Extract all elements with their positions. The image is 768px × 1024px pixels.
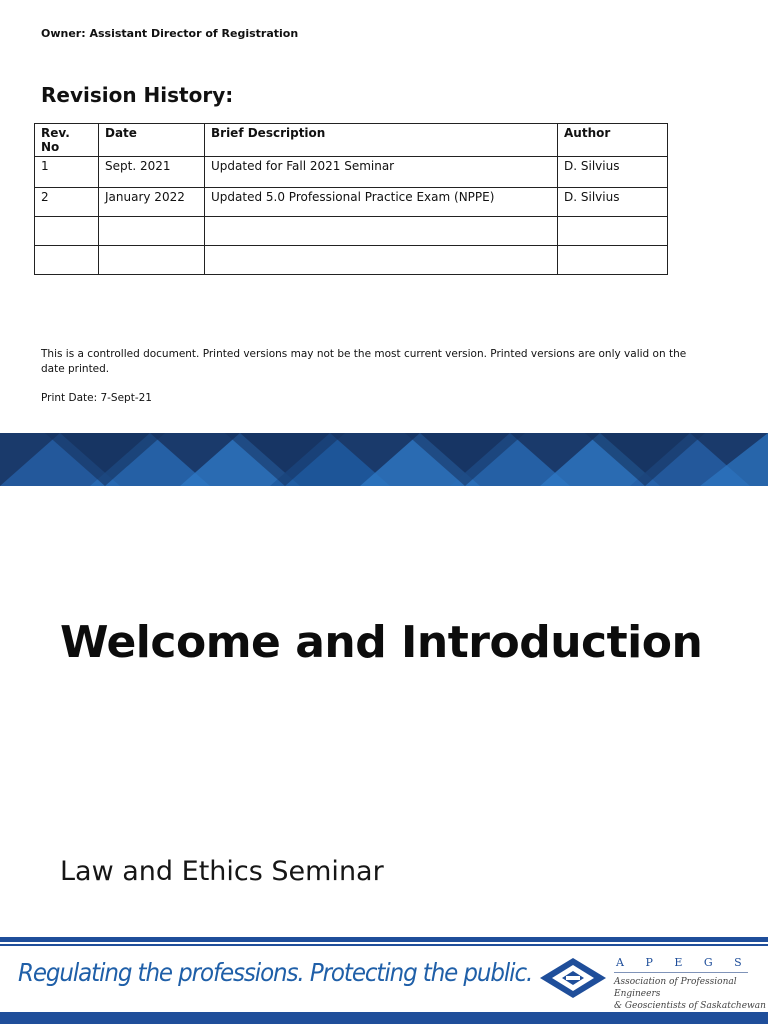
- footer-tagline: Regulating the professions. Protecting the public.: [18, 958, 533, 987]
- column-header-author: Author: [558, 124, 668, 157]
- cell-date: [99, 217, 205, 246]
- logo-subtitle-line1: Association of Professional Engineers: [614, 977, 737, 999]
- revision-history-table: [34, 123, 668, 275]
- document-owner: Owner: Assistant Director of Registration: [41, 27, 299, 40]
- cell-description: Updated 5.0 Professional Practice Exam (NPPE): [205, 188, 558, 217]
- table-row: [35, 157, 668, 188]
- footer-bottom-bar: [0, 1012, 768, 1024]
- column-header-rev-no: Rev. No: [35, 124, 99, 157]
- logo-wordmark: A P E G S: [616, 956, 751, 969]
- cell-description: Updated for Fall 2021 Seminar: [205, 157, 558, 188]
- cell-author: D. Silvius: [558, 188, 668, 217]
- column-header-date: Date: [99, 124, 205, 157]
- logo-subtitle: [614, 976, 768, 1012]
- apegs-logo-icon: [540, 958, 606, 998]
- cell-author: [558, 217, 668, 246]
- cell-author: [558, 246, 668, 275]
- footer-rule: [0, 937, 768, 942]
- cell-description: [205, 217, 558, 246]
- cell-rev-no: [35, 246, 99, 275]
- table-header-row: [35, 124, 668, 157]
- cell-date: [99, 246, 205, 275]
- table-row: [35, 217, 668, 246]
- table-row: [35, 246, 668, 275]
- print-date: Print Date: 7-Sept-21: [41, 392, 152, 404]
- cell-description: [205, 246, 558, 275]
- decorative-triangle-banner: [0, 433, 768, 486]
- cell-rev-no: 2: [35, 188, 99, 217]
- logo-subtitle-line2: & Geoscientists of Saskatchewan: [614, 1001, 766, 1011]
- controlled-document-notice: This is a controlled document. Printed versions may not be the most current version. Printed versions are only valid on the date printed.: [41, 348, 687, 375]
- logo-divider: [614, 972, 748, 973]
- cell-rev-no: 1: [35, 157, 99, 188]
- cell-date: January 2022: [99, 188, 205, 217]
- column-header-description: Brief Description: [205, 124, 558, 157]
- cell-rev-no: [35, 217, 99, 246]
- footer-rule: [0, 944, 768, 946]
- cell-date: Sept. 2021: [99, 157, 205, 188]
- revision-history-title: Revision History:: [41, 83, 234, 107]
- slide-title: Welcome and Introduction: [60, 617, 703, 668]
- slide-subtitle: Law and Ethics Seminar: [60, 856, 384, 887]
- table-row: [35, 188, 668, 217]
- cell-author: D. Silvius: [558, 157, 668, 188]
